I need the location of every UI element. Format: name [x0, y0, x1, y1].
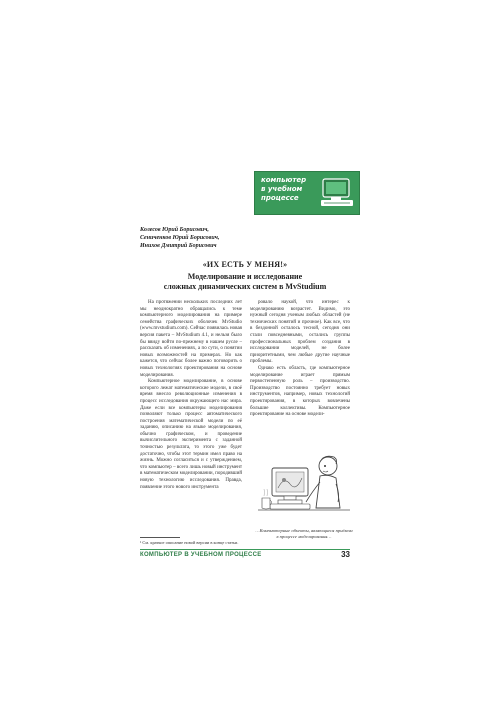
author-2: Сениченков Юрий Борисович, [140, 235, 220, 241]
cartoon-illustration [254, 440, 354, 526]
section-badge-line2: в учебном [261, 185, 303, 193]
article-main-title-line1: Моделирование и исследование [187, 272, 303, 281]
section-badge-line3: процессе [261, 194, 299, 202]
article-main-title-line2: сложных динамических систем в MvStudium [163, 282, 327, 291]
section-badge-text [261, 176, 321, 203]
article-quote-title: «ИХ ЕСТЬ У МЕНЯ!» [202, 260, 288, 269]
footnote-rule [140, 537, 180, 538]
author-1: Колесов Юрий Борисович, [140, 227, 209, 233]
footer-rule [140, 549, 350, 550]
page-number: 33 [341, 550, 350, 559]
article-main-title [140, 272, 350, 292]
journal-section-title: КОМПЬЮТЕР В УЧЕБНОМ ПРОЦЕССЕ [140, 552, 262, 558]
left-column [140, 300, 242, 491]
right-paragraph-1: ровало наукой, что интерес к моделированию возрастет. Видимо, это нужный сегодня ученым любых областей (не технических понятий и прочное). Как все, что в бездонной осталось тесной, сегодня они стали повседневными, остались группы профессиональных проблем создания в исследовании моделей, не более приоритетными, чем любые другие научные проблемы. [250, 300, 350, 365]
computer-icon [319, 176, 355, 208]
left-paragraph-1: На протяжении нескольких последних лет мы неоднократно обращались к теме компьютерного моделирования на примере семейства графических оболочек MvStudio (www.mvstudium.com). Сейчас появилась новая версия пакета – MvStudium 4.1, и нельзя было бы ввиду войти по-прежнему в нашем русле – рассказать об изменениях, а по сути, о понятии новых возможностей на примерах. Но как кажется, что сейчас более важно поговорить о новых технологиях проектирования на основе моделирования. [140, 300, 242, 378]
right-paragraph-2: Однако есть область, где компьютерное моделирование играет прямым первостепенную роль – производство. Производство постоянно требует новых инструментов, например, новых технологий проектирования, в которых вовлечены большие коллективы. Компьютерное проектирование на основе модели- [250, 365, 350, 418]
authors-block [140, 226, 300, 250]
left-paragraph-2: Компьютерное моделирование, в основе которого лежат математические модели, в своё время внесло революционные изменения в процесс исследования окружающего нас мира. Даже если все компьютеры моделирования позволяют только процесс автоматического построения математической модели по её заданию, описанию на языке моделирования, обычно графическом, и проведение вычислительного эксперимента с заданной точностью результата, то этого уже будет достаточно, чтобы этот термин имел право на жизнь. Можно согласиться и с утверждением, что компьютер – всего лишь новый инструмент в математическом моделировании, породивший новую технологию исследования. Правда, появление этого нового инструмента [140, 379, 242, 490]
right-column [250, 300, 350, 419]
illustration-caption: …Компьютерные объекты, являющиеся приёмом в процессе моделирования… [255, 528, 353, 539]
section-badge-line1: компьютер [261, 176, 307, 184]
section-badge [254, 171, 360, 215]
footnote: ¹ См. краткое описание новой версии в конце статьи. [140, 540, 239, 545]
author-3: Инихов Дмитрий Борисович [140, 243, 217, 249]
